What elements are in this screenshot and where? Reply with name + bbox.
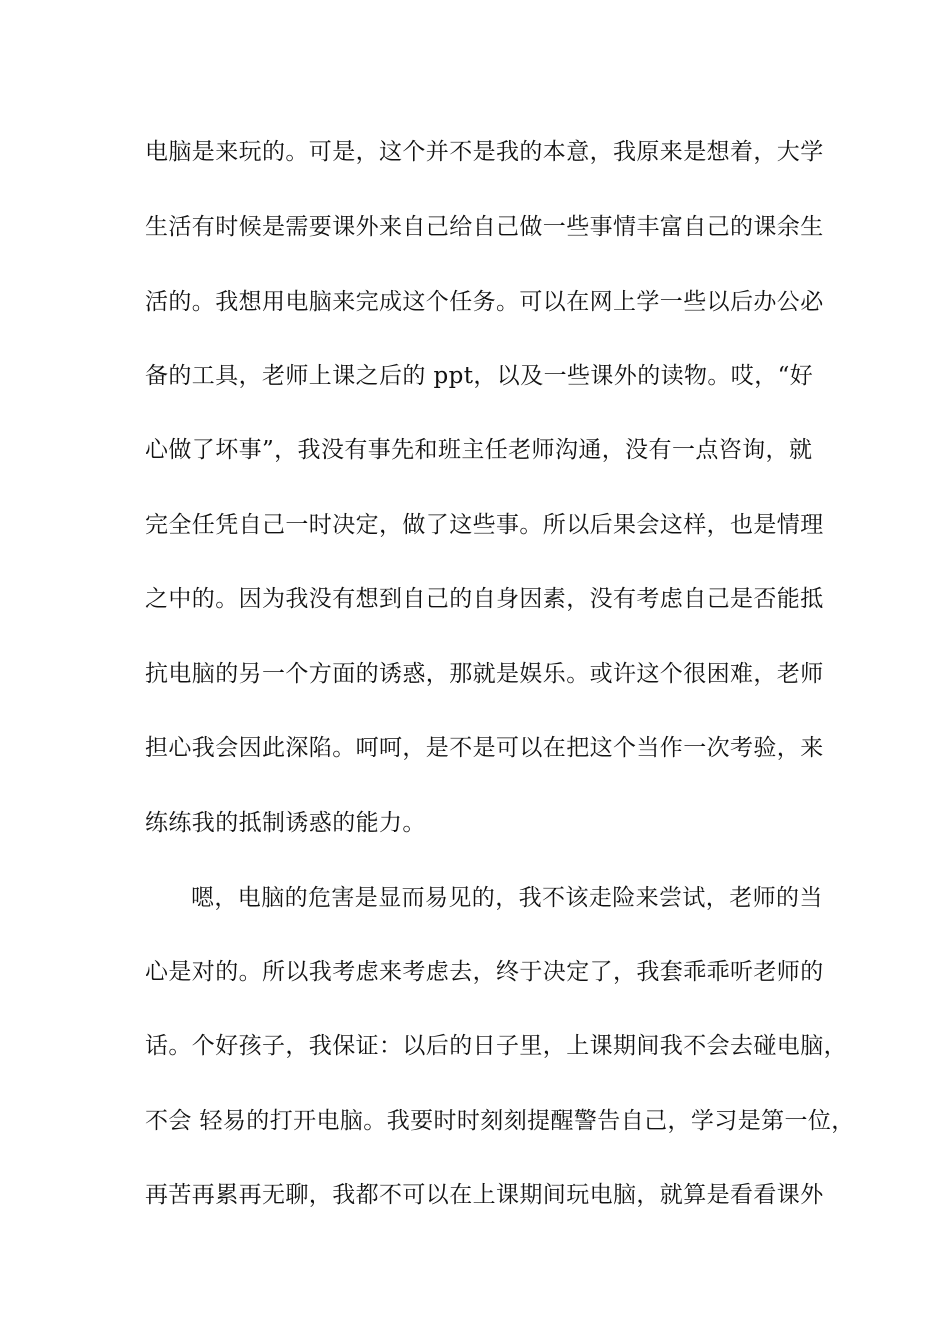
text-line: 活的。我想用电脑来完成这个任务。可以在网上学一些以后办公必 <box>145 289 824 315</box>
text-line: 担心我会因此深陷。呵呵，是不是可以在把这个当作一次考验，来 <box>145 735 824 761</box>
text-line: 不会 轻易的打开电脑。我要时时刻刻提醒警告自己，学习是第一位， <box>145 1108 855 1134</box>
text-line: 完全任凭自己一时决定，做了这些事。所以后果会这样，也是情理 <box>145 512 824 538</box>
paragraph-start-line: 嗯，电脑的危害是显而易见的，我不该走险来尝试，老师的当 <box>191 885 823 911</box>
text-line: 再苦再累再无聊，我都不可以在上课期间玩电脑，就算是看看课外 <box>145 1182 824 1208</box>
text-line: 心做了坏事”，我没有事先和班主任老师沟通，没有一点咨询，就 <box>145 437 813 463</box>
text-line: 练练我的抵制诱惑的能力。 <box>145 810 426 836</box>
text-line: 备的工具，老师上课之后的 ppt，以及一些课外的读物。哎，“好 <box>145 363 814 389</box>
text-line: 生活有时候是需要课外来自己给自己做一些事情丰富自己的课余生 <box>145 214 824 240</box>
text-line: 之中的。因为我没有想到自己的自身因素，没有考虑自己是否能抵 <box>145 586 824 612</box>
text-line: 话。个好孩子，我保证：以后的日子里，上课期间我不会去碰电脑， <box>145 1033 847 1059</box>
text-line: 电脑是来玩的。可是，这个并不是我的本意，我原来是想着，大学 <box>145 139 824 165</box>
text-line: 抗电脑的另一个方面的诱惑，那就是娱乐。或许这个很困难，老师 <box>145 661 824 687</box>
text-line: 心是对的。所以我考虑来考虑去，终于决定了，我套乖乖听老师的 <box>145 959 824 985</box>
